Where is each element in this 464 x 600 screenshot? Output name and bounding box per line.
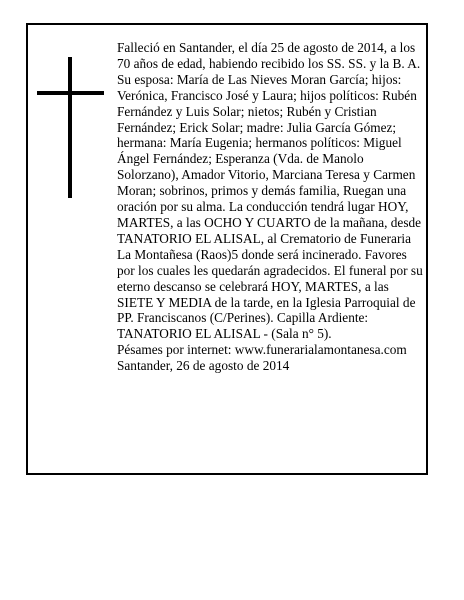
- obituary-notice: [26, 23, 428, 475]
- cross-vertical-bar: [68, 57, 72, 198]
- family-and-funeral-details: Su esposa: María de Las Nieves Moran García; hijos: Verónica, Francisco José y Laura; hijos políticos: Rubén Fernández y Luis Solar; nietos; Rubén y Cristian Fernández; Erick Solar; madre: Julia García Gómez; hermana: María Eugenia; hermanos políticos: Miguel Ángel Fernández; Esperanza (Vda. de Manolo Solorzano), Amador Vitorio, Marciana Teresa y Carmen Moran; sobrinos, primos y demás familia, Ruegan una oración por su alma. La conducción tendrá lugar HOY, MARTES, a las OCHO Y CUARTO de la mañana, desde TANATORIO EL ALISAL, al Crematorio de Funeraria La Montañesa (Raos)5 donde será incinerado. Favores por los cuales les quedarán agradecidos. El funeral por su eterno descanso se celebrará HOY, MARTES, a las SIETE Y MEDIA de la tarde, en la Iglesia Parroquial de PP. Franciscanos (C/Perines). Capilla Ardiente: TANATORIO EL ALISAL - (Sala n° 5).: [117, 71, 423, 342]
- condolences-website: Pésames por internet: www.funerarialamontanesa.com: [117, 342, 407, 358]
- cross-horizontal-bar: [37, 91, 104, 95]
- death-announcement: Falleció en Santander, el día 25 de agosto de 2014, a los 70 años de edad, habiendo recibido los SS. SS. y la B. A.: [117, 40, 421, 71]
- place-and-date: Santander, 26 de agosto de 2014: [117, 358, 290, 374]
- notice-text: [117, 40, 423, 374]
